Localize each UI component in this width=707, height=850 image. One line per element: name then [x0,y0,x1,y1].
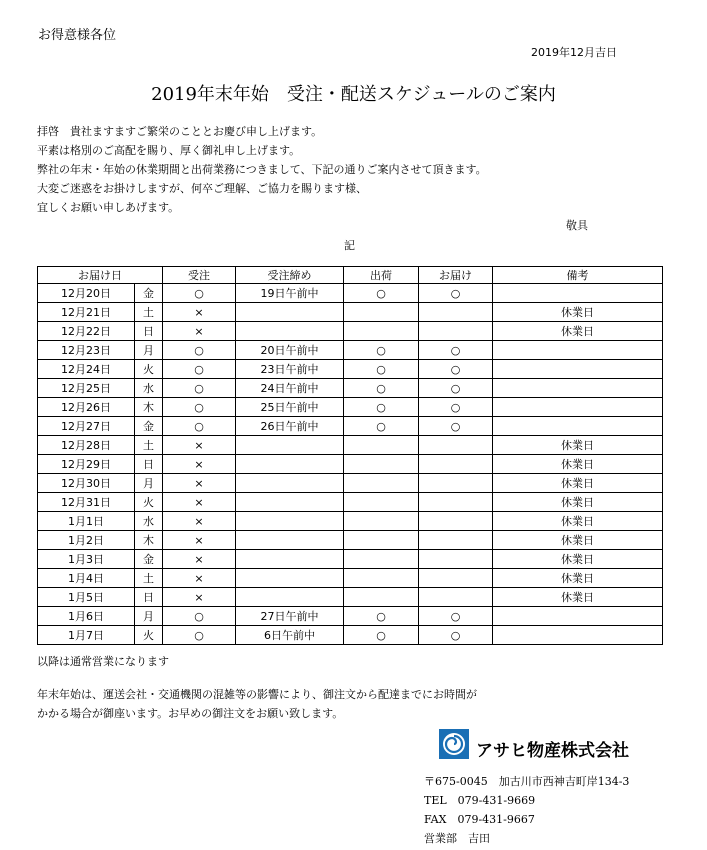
header-delivery-date: お届け日 [38,267,163,284]
cell-remarks [493,398,663,417]
company-department: 営業部 吉田 [424,832,490,845]
cell-deadline: 6日午前中 [236,626,344,645]
cell-order: ○ [163,284,236,303]
cell-shipping: ○ [344,417,419,436]
cell-delivery: ○ [419,360,493,379]
cell-order: × [163,436,236,455]
cell-delivery [419,588,493,607]
table-row [38,436,663,455]
table-row [38,417,663,436]
cell-shipping: ○ [344,626,419,645]
cell-weekday: 金 [135,284,163,303]
cell-date: 1月3日 [38,550,135,569]
cell-delivery: ○ [419,341,493,360]
table-row [38,531,663,550]
cell-weekday: 土 [135,303,163,322]
cell-weekday: 木 [135,531,163,550]
table-row [38,360,663,379]
greeting-line: 弊社の年末・年始の休業期間と出荷業務につきまして、下記の通りご案内させて頂きます。 [37,163,487,176]
cell-deadline [236,569,344,588]
cell-remarks: 休業日 [493,455,663,474]
cell-delivery: ○ [419,607,493,626]
cell-delivery: ○ [419,284,493,303]
cell-delivery [419,569,493,588]
cell-delivery: ○ [419,626,493,645]
header-shipping: 出荷 [344,267,419,284]
company-name: アサヒ物産株式会社 [476,741,629,761]
cell-order: × [163,512,236,531]
cell-weekday: 土 [135,569,163,588]
notice-paragraph [37,685,477,723]
cell-remarks: 休業日 [493,493,663,512]
cell-remarks: 休業日 [493,550,663,569]
table-row [38,379,663,398]
cell-date: 1月4日 [38,569,135,588]
cell-date: 12月24日 [38,360,135,379]
cell-delivery [419,455,493,474]
cell-weekday: 日 [135,588,163,607]
cell-date: 12月21日 [38,303,135,322]
cell-deadline: 24日午前中 [236,379,344,398]
cell-remarks: 休業日 [493,303,663,322]
cell-remarks [493,284,663,303]
cell-date: 12月25日 [38,379,135,398]
cell-delivery: ○ [419,379,493,398]
cell-order: ○ [163,417,236,436]
notice-line: かかる場合が御座います。お早めの御注文をお願い致します。 [37,707,344,720]
greeting-line: 平素は格別のご高配を賜り、厚く御礼申し上げます。 [37,144,301,157]
cell-weekday: 金 [135,417,163,436]
cell-remarks: 休業日 [493,474,663,493]
cell-shipping: ○ [344,360,419,379]
cell-date: 1月1日 [38,512,135,531]
cell-deadline [236,531,344,550]
cell-deadline [236,493,344,512]
cell-shipping: ○ [344,379,419,398]
header-delivery: お届け [419,267,493,284]
cell-date: 12月31日 [38,493,135,512]
cell-deadline: 25日午前中 [236,398,344,417]
cell-order: ○ [163,360,236,379]
cell-delivery [419,493,493,512]
cell-remarks [493,417,663,436]
cell-shipping [344,550,419,569]
cell-weekday: 月 [135,341,163,360]
greeting-line: 大変ご迷惑をお掛けしますが、何卒ご理解、ご協力を賜ります様、 [37,182,367,195]
cell-weekday: 火 [135,360,163,379]
cell-remarks [493,379,663,398]
cell-shipping: ○ [344,341,419,360]
table-header-row [38,267,663,284]
cell-remarks: 休業日 [493,436,663,455]
header-remarks: 備考 [493,267,663,284]
cell-date: 1月5日 [38,588,135,607]
cell-weekday: 月 [135,607,163,626]
company-address: 〒675-0045 加古川市西神吉町岸134-3 [424,775,630,788]
cell-order: ○ [163,626,236,645]
cell-deadline: 26日午前中 [236,417,344,436]
ki-heading: 記 [344,239,355,252]
cell-deadline: 19日午前中 [236,284,344,303]
cell-remarks [493,360,663,379]
table-row [38,588,663,607]
cell-shipping: ○ [344,284,419,303]
table-row [38,341,663,360]
cell-weekday: 火 [135,626,163,645]
after-note: 以降は通常営業になります [37,655,169,668]
cell-date: 12月28日 [38,436,135,455]
cell-order: × [163,569,236,588]
cell-order: × [163,455,236,474]
cell-delivery: ○ [419,417,493,436]
table-row [38,607,663,626]
cell-remarks: 休業日 [493,569,663,588]
cell-deadline [236,474,344,493]
swirl-logo-icon [438,728,470,764]
table-row [38,474,663,493]
cell-date: 1月7日 [38,626,135,645]
cell-shipping [344,303,419,322]
cell-remarks: 休業日 [493,588,663,607]
cell-weekday: 水 [135,512,163,531]
cell-deadline [236,550,344,569]
cell-deadline [236,436,344,455]
cell-deadline [236,322,344,341]
addressee: お得意様各位 [38,28,117,43]
table-row [38,493,663,512]
cell-shipping [344,569,419,588]
table-row [38,550,663,569]
cell-shipping [344,531,419,550]
cell-order: × [163,303,236,322]
cell-date: 1月2日 [38,531,135,550]
cell-deadline [236,512,344,531]
cell-shipping [344,493,419,512]
cell-weekday: 月 [135,474,163,493]
cell-weekday: 木 [135,398,163,417]
cell-order: × [163,322,236,341]
greeting-paragraph [37,122,487,217]
cell-delivery [419,303,493,322]
cell-deadline: 20日午前中 [236,341,344,360]
cell-order: × [163,493,236,512]
table-row [38,626,663,645]
cell-delivery [419,474,493,493]
cell-deadline [236,455,344,474]
cell-order: × [163,474,236,493]
cell-remarks: 休業日 [493,512,663,531]
cell-shipping: ○ [344,607,419,626]
cell-shipping [344,436,419,455]
cell-date: 12月29日 [38,455,135,474]
cell-delivery [419,531,493,550]
cell-date: 12月20日 [38,284,135,303]
cell-delivery [419,512,493,531]
cell-date: 12月30日 [38,474,135,493]
cell-shipping [344,512,419,531]
schedule-body [38,284,663,645]
cell-remarks: 休業日 [493,531,663,550]
cell-date: 12月23日 [38,341,135,360]
cell-order: × [163,550,236,569]
cell-order: ○ [163,379,236,398]
cell-remarks [493,626,663,645]
cell-order: ○ [163,398,236,417]
cell-weekday: 土 [135,436,163,455]
header-order-deadline: 受注締め [236,267,344,284]
company-tel: TEL 079-431-9669 [424,794,536,807]
cell-order: ○ [163,607,236,626]
cell-weekday: 日 [135,322,163,341]
table-row [38,322,663,341]
cell-deadline: 27日午前中 [236,607,344,626]
cell-deadline [236,588,344,607]
table-row [38,569,663,588]
cell-weekday: 金 [135,550,163,569]
notice-line: 年末年始は、運送会社・交通機関の混雑等の影響により、御注文から配達までにお時間が [37,688,477,701]
cell-date: 12月27日 [38,417,135,436]
cell-delivery [419,436,493,455]
table-row [38,455,663,474]
cell-remarks [493,341,663,360]
cell-delivery [419,550,493,569]
cell-remarks: 休業日 [493,322,663,341]
cell-deadline: 23日午前中 [236,360,344,379]
table-row [38,303,663,322]
cell-weekday: 火 [135,493,163,512]
cell-shipping [344,322,419,341]
cell-delivery [419,322,493,341]
greeting-line: 拝啓 貴社ますますご繁栄のこととお慶び申し上げます。 [37,125,323,138]
cell-order: × [163,531,236,550]
header-order: 受注 [163,267,236,284]
cell-shipping [344,455,419,474]
company-fax: FAX 079-431-9667 [424,813,535,826]
cell-date: 1月6日 [38,607,135,626]
closing-word: 敬具 [566,219,588,232]
cell-shipping: ○ [344,398,419,417]
cell-deadline [236,303,344,322]
cell-order: × [163,588,236,607]
cell-shipping [344,588,419,607]
cell-weekday: 日 [135,455,163,474]
schedule-table [37,266,663,645]
cell-remarks [493,607,663,626]
cell-shipping [344,474,419,493]
table-row [38,284,663,303]
table-row [38,512,663,531]
cell-date: 12月22日 [38,322,135,341]
cell-delivery: ○ [419,398,493,417]
table-row [38,398,663,417]
page-title: 2019年末年始 受注・配送スケジュールのご案内 [151,84,556,105]
cell-weekday: 水 [135,379,163,398]
cell-date: 12月26日 [38,398,135,417]
greeting-line: 宜しくお願い申しあげます。 [37,201,180,214]
company-info [424,772,629,848]
issue-date: 2019年12月吉日 [531,46,617,59]
cell-order: ○ [163,341,236,360]
